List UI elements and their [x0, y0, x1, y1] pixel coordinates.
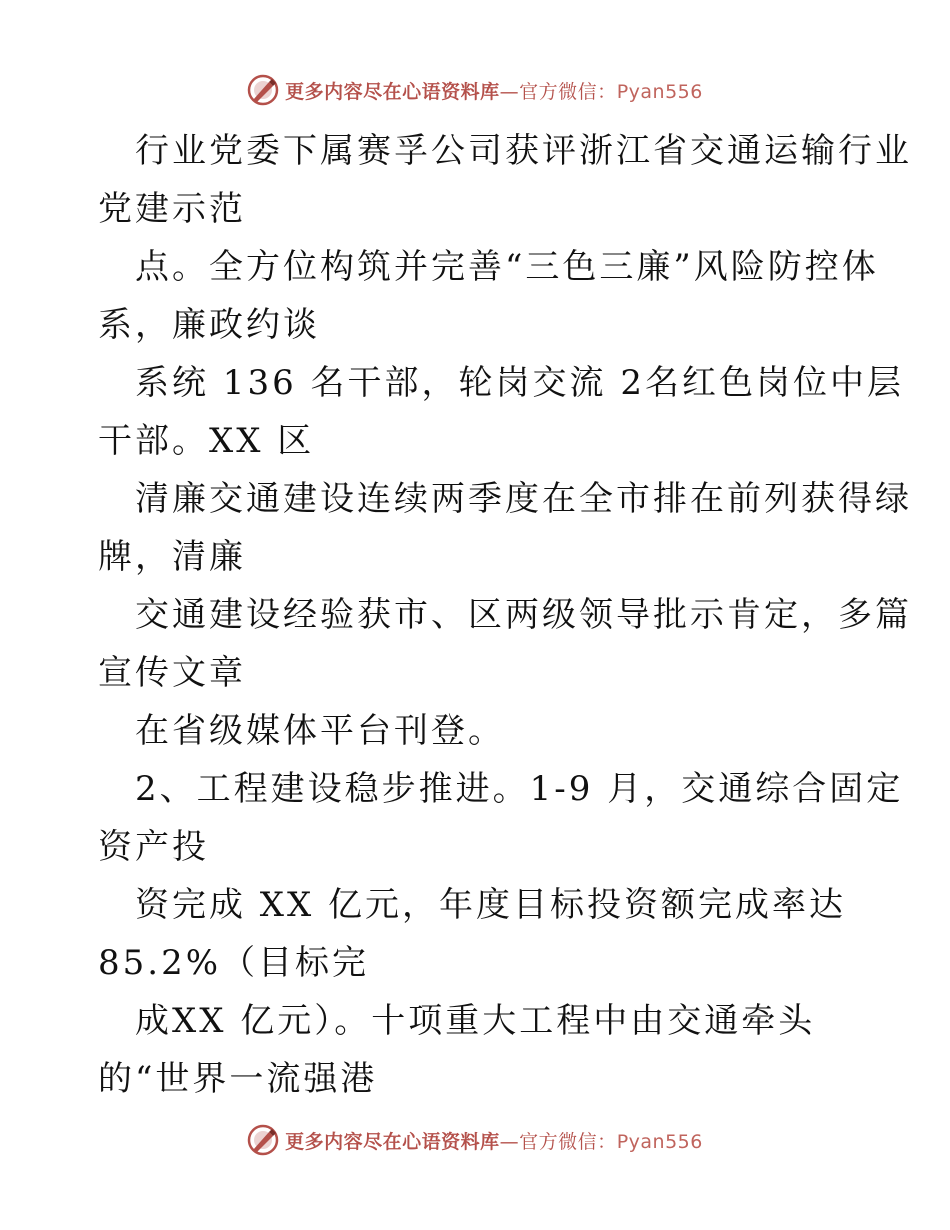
watermark-wechat-label: 官方微信：: [519, 1130, 617, 1153]
body-line: 资完成 XX 亿元，年度目标投资额完成率达: [135, 885, 847, 925]
body-line: 党建示范: [98, 189, 246, 229]
body-line: 行业党委下属赛孚公司获评浙江省交通运输行业: [135, 131, 912, 171]
body-line: 85.2%（目标完: [98, 943, 370, 983]
body-line: 在省级媒体平台刊登。: [135, 711, 505, 751]
body-line: 成XX 亿元）。十项重大工程中由交通牵头: [135, 1001, 816, 1041]
body-line: 宣传文章: [98, 653, 246, 693]
header-watermark-banner: [0, 70, 950, 110]
pen-circle-logo-icon: [247, 1124, 279, 1156]
watermark-wechat-label: 官方微信：: [519, 80, 617, 103]
body-line: 交通建设经验获市、区两级领导批示肯定，多篇: [135, 595, 912, 635]
document-body: [0, 122, 950, 1108]
watermark-main-text: 更多内容尽在心语资料库: [285, 80, 500, 103]
body-line: 资产投: [98, 827, 209, 867]
watermark-text: [285, 1127, 703, 1154]
body-line: 系，廉政约谈: [98, 305, 320, 345]
watermark-dash: —: [499, 80, 520, 103]
footer-watermark-banner: [0, 1120, 950, 1160]
watermark-text: [285, 77, 703, 104]
watermark-wechat-id: Pyan556: [616, 80, 703, 103]
body-line: 2、工程建设稳步推进。1-9 月，交通综合固定: [135, 769, 904, 809]
pen-circle-logo-icon: [247, 74, 279, 106]
body-line: 干部。XX 区: [98, 421, 315, 461]
body-line: 清廉交通建设连续两季度在全市排在前列获得绿: [135, 479, 912, 519]
watermark-main-text: 更多内容尽在心语资料库: [285, 1130, 500, 1153]
body-line: 的“世界一流强港: [98, 1059, 378, 1099]
body-line: 点。全方位构筑并完善“三色三廉”风险防控体: [135, 247, 879, 287]
watermark-dash: —: [499, 1130, 520, 1153]
body-line: 系统 136 名干部，轮岗交流 2名红色岗位中层: [135, 363, 904, 403]
body-line: 牌，清廉: [98, 537, 246, 577]
watermark-wechat-id: Pyan556: [616, 1130, 703, 1153]
